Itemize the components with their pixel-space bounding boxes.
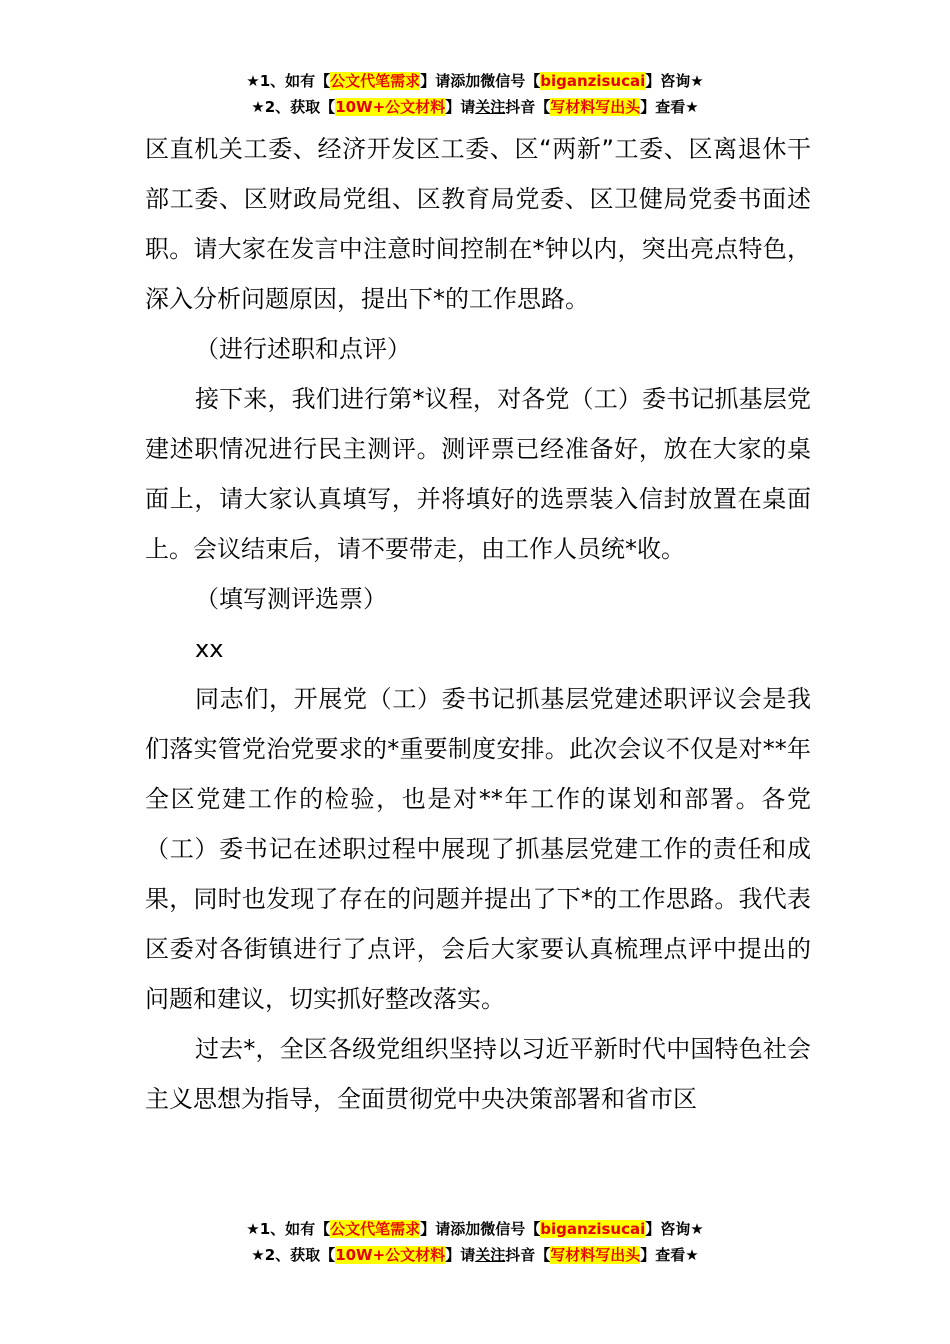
promo-highlight: 公文代笔需求	[330, 72, 421, 90]
promo-text: 】请添加微信号【	[420, 1220, 541, 1238]
paragraph: 接下来，我们进行第*议程，对各党（工）委书记抓基层党建述职情况进行民主测评。测评票已经准备好，放在大家的桌面上，请大家认真填写，并将填好的选票装入信封放置在桌面上。会议结束后，请不要带走，由工作人员统*收。	[145, 385, 811, 563]
promo-line-2	[0, 94, 950, 120]
paragraph: 同志们，开展党（工）委书记抓基层党建述职评议会是我们落实管党治党要求的*重要制度安排。此次会议不仅是对**年全区党建工作的检验，也是对**年工作的谋划和部署。各党（工）委书记在述职过程中展现了抓基层党建工作的责任和成果，同时也发现了存在的问题并提出了下*的工作思路。我代表区委对各街镇进行了点评，会后大家要认真梳理点评中提出的问题和建议，切实抓好整改落实。	[145, 685, 811, 1013]
paragraph: 区直机关工委、经济开发区工委、区“两新”工委、区离退休干部工委、区财政局党组、区教育局党委、区卫健局党委书面述职。请大家在发言中注意时间控制在*钟以内，突出亮点特色，深入分析问题原因，提出下*的工作思路。	[145, 135, 811, 313]
promo-banner-top	[0, 68, 950, 120]
promo-line-2	[0, 1242, 950, 1268]
promo-highlight: 公文代笔需求	[330, 1220, 421, 1238]
promo-line-1	[0, 68, 950, 94]
promo-banner-bottom	[0, 1216, 950, 1268]
promo-text: ★1、如有【	[246, 1220, 331, 1238]
promo-text: ★1、如有【	[246, 72, 331, 90]
promo-underline: 关注	[475, 98, 506, 116]
promo-text: 】请	[445, 1246, 476, 1264]
promo-highlight: 写材料写出头	[550, 1246, 641, 1264]
promo-text: 】咨询★	[645, 1220, 704, 1238]
promo-text: ★2、获取【	[251, 98, 336, 116]
promo-text: 】查看★	[640, 98, 699, 116]
promo-highlight: biganzisucai	[540, 72, 646, 90]
promo-text: 】咨询★	[645, 72, 704, 90]
promo-text: 抖音【	[505, 98, 551, 116]
paragraph: 过去*，全区各级党组织坚持以习近平新时代中国特色社会主义思想为指导，全面贯彻党中央决策部署和省市区	[145, 1035, 811, 1113]
promo-highlight: 写材料写出头	[550, 98, 641, 116]
promo-highlight: biganzisucai	[540, 1220, 646, 1238]
speaker-label: xx	[195, 635, 224, 663]
promo-line-1	[0, 1216, 950, 1242]
promo-text: 】请添加微信号【	[420, 72, 541, 90]
promo-text: 】查看★	[640, 1246, 699, 1264]
promo-underline: 关注	[475, 1246, 506, 1264]
promo-highlight: 10W+公文材料	[335, 98, 446, 116]
promo-text: 】请	[445, 98, 476, 116]
promo-highlight: 10W+公文材料	[335, 1246, 446, 1264]
promo-text: 抖音【	[505, 1246, 551, 1264]
document-body	[145, 124, 811, 1124]
paragraph: （进行述职和点评）	[195, 335, 411, 363]
promo-text: ★2、获取【	[251, 1246, 336, 1264]
paragraph: （填写测评选票）	[195, 585, 387, 613]
